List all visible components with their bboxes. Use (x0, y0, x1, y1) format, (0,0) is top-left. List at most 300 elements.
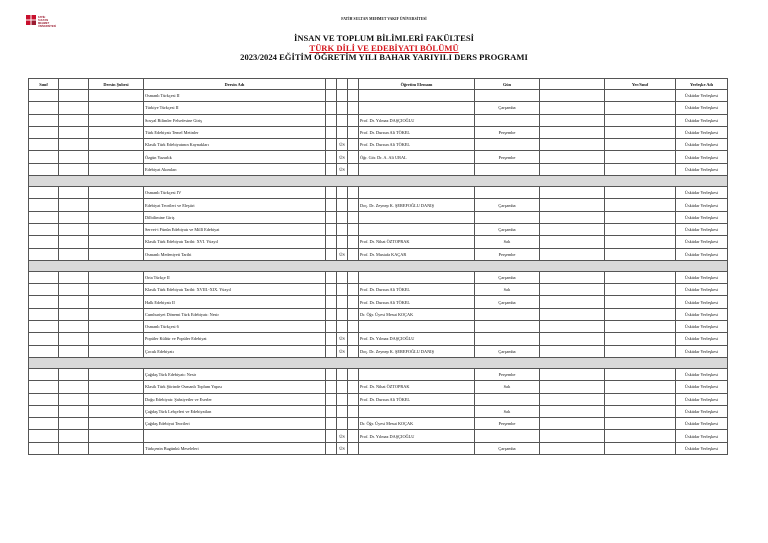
campus-cell: Üsküdar Yerleşkesi (676, 284, 728, 296)
campus-cell: Üsküdar Yerleşkesi (676, 296, 728, 308)
class-cell (29, 102, 59, 114)
section-cell (89, 163, 144, 175)
blank-cell (326, 271, 337, 283)
class-cell (29, 381, 59, 393)
day-cell (475, 90, 540, 102)
blank-cell (540, 102, 605, 114)
instructor-cell: Öğr. Gör. Dr. A. Ali URAL (359, 151, 475, 163)
blank-cell (348, 333, 359, 345)
blank-cell (326, 418, 337, 430)
room-cell (605, 223, 676, 235)
table-row (29, 163, 728, 175)
blank-cell (326, 430, 337, 442)
logo-text-line: SULTAN (38, 19, 49, 23)
instructor-cell (359, 90, 475, 102)
instructor-cell: Prof. Dr. Nihat ÖZTOPRAK (359, 381, 475, 393)
col-header-blank (337, 79, 348, 90)
col-header-campus: Yerleşke Adı (676, 79, 728, 90)
day-cell (475, 139, 540, 151)
section-cell (89, 333, 144, 345)
blank-cell (326, 139, 337, 151)
campus-cell: Üsküdar Yerleşkesi (676, 163, 728, 175)
campus-cell: Üsküdar Yerleşkesi (676, 151, 728, 163)
blank-cell (348, 393, 359, 405)
course-type-cell (337, 90, 348, 102)
course-cell: Osmanlı Türkçesi 6 (144, 321, 326, 333)
blank-cell (540, 271, 605, 283)
table-row (29, 442, 728, 454)
table-row (29, 345, 728, 357)
table-row (29, 418, 728, 430)
course-type-cell (337, 271, 348, 283)
class-cell (29, 248, 59, 260)
course-cell (144, 430, 326, 442)
class-cell (29, 405, 59, 417)
instructor-cell: Prof. Dr. Nihat ÖZTOPRAK (359, 236, 475, 248)
blank-cell (540, 308, 605, 320)
blank-cell (540, 248, 605, 260)
col-header-blank (59, 79, 89, 90)
campus-cell: Üsküdar Yerleşkesi (676, 211, 728, 223)
blank-cell (348, 321, 359, 333)
room-cell (605, 187, 676, 199)
instructor-cell (359, 442, 475, 454)
course-type-cell (337, 126, 348, 138)
section-cell (89, 405, 144, 417)
class-cell (29, 139, 59, 151)
blank-cell (348, 248, 359, 260)
col-header-blank (348, 79, 359, 90)
course-cell: Türkiye Türkçesi II (144, 102, 326, 114)
day-cell (475, 430, 540, 442)
table-separator-row (29, 176, 728, 187)
blank-cell (59, 405, 89, 417)
blank-cell (326, 296, 337, 308)
day-cell (475, 211, 540, 223)
room-cell (605, 90, 676, 102)
class-cell (29, 296, 59, 308)
blank-cell (59, 321, 89, 333)
course-cell: Türk Edebiyatı Temel Metinler (144, 126, 326, 138)
day-cell: Salı (475, 405, 540, 417)
section-cell (89, 442, 144, 454)
blank-cell (540, 139, 605, 151)
section-cell (89, 296, 144, 308)
instructor-cell: Prof. Dr. Dursun Ali TÖKEL (359, 393, 475, 405)
schedule-table (28, 78, 728, 455)
blank-cell (59, 345, 89, 357)
course-cell: Türkçenin Bugünkü Meseleleri (144, 442, 326, 454)
day-cell: Salı (475, 236, 540, 248)
instructor-cell: Doç. Dr. Zeynep K. ŞEREFOĞLU DANIŞ (359, 345, 475, 357)
table-row (29, 151, 728, 163)
course-type-cell (337, 308, 348, 320)
section-cell (89, 381, 144, 393)
blank-cell (540, 126, 605, 138)
campus-cell: Üsküdar Yerleşkesi (676, 368, 728, 380)
course-type-cell (337, 187, 348, 199)
section-cell (89, 223, 144, 235)
course-cell: Çağdaş Türk Lehçeleri ve Edebiyatları (144, 405, 326, 417)
day-cell: Salı (475, 284, 540, 296)
class-cell (29, 223, 59, 235)
table-header-row (29, 79, 728, 90)
campus-cell: Üsküdar Yerleşkesi (676, 126, 728, 138)
blank-cell (540, 393, 605, 405)
blank-cell (59, 284, 89, 296)
room-cell (605, 199, 676, 211)
blank-cell (59, 393, 89, 405)
program-title: 2023/2024 EĞİTİM ÖĞRETİM YILI BAHAR YARIYILI DERS PROGRAMI (240, 52, 528, 62)
blank-cell (59, 368, 89, 380)
day-cell: Çarşamba (475, 271, 540, 283)
course-cell: Osmanlı Türkçesi IV (144, 187, 326, 199)
blank-cell (59, 151, 89, 163)
course-type-cell (337, 321, 348, 333)
instructor-cell: Dr. Öğr. Üyesi Mesut KOÇAK (359, 418, 475, 430)
blank-cell (59, 114, 89, 126)
blank-cell (348, 126, 359, 138)
course-type-cell (337, 211, 348, 223)
campus-cell: Üsküdar Yerleşkesi (676, 405, 728, 417)
day-cell: Çarşamba (475, 199, 540, 211)
instructor-cell: Prof. Dr. Mustafa KAÇAR (359, 248, 475, 260)
course-type-cell (337, 284, 348, 296)
blank-cell (326, 187, 337, 199)
blank-cell (348, 296, 359, 308)
section-cell (89, 187, 144, 199)
class-cell (29, 418, 59, 430)
class-cell (29, 442, 59, 454)
blank-cell (326, 442, 337, 454)
instructor-cell: Prof. Dr. Dursun Ali TÖKEL (359, 126, 475, 138)
instructor-cell: Prof. Dr. Dursun Ali TÖKEL (359, 284, 475, 296)
blank-cell (348, 163, 359, 175)
course-type-cell (337, 236, 348, 248)
blank-cell (326, 405, 337, 417)
blank-cell (59, 236, 89, 248)
course-type-cell (337, 102, 348, 114)
table-row (29, 271, 728, 283)
class-cell (29, 271, 59, 283)
blank-cell (348, 90, 359, 102)
room-cell (605, 308, 676, 320)
day-cell (475, 321, 540, 333)
course-type-cell (337, 405, 348, 417)
blank-cell (59, 223, 89, 235)
university-name: FATİH SULTAN MEHMET VAKIF ÜNİVERSİTESİ (341, 17, 427, 21)
course-cell: Popüler Kültür ve Popüler Edebiyat (144, 333, 326, 345)
logo-text-line: MEHMET (38, 22, 50, 26)
campus-cell: Üsküdar Yerleşkesi (676, 442, 728, 454)
room-cell (605, 151, 676, 163)
table-row (29, 381, 728, 393)
course-type-cell (337, 223, 348, 235)
blank-cell (326, 381, 337, 393)
section-cell (89, 345, 144, 357)
course-cell: Çağdaş Edebiyat Teorileri (144, 418, 326, 430)
blank-cell (540, 284, 605, 296)
table-row (29, 321, 728, 333)
room-cell (605, 368, 676, 380)
room-cell (605, 271, 676, 283)
campus-cell: Üsküdar Yerleşkesi (676, 418, 728, 430)
room-cell (605, 248, 676, 260)
blank-cell (348, 308, 359, 320)
department-title: TÜRK DİLİ VE EDEBİYATI BÖLÜMÜ (309, 42, 459, 53)
class-cell (29, 345, 59, 357)
section-cell (89, 418, 144, 430)
table-row (29, 308, 728, 320)
table-row (29, 223, 728, 235)
table-row (29, 126, 728, 138)
day-cell: Çarşamba (475, 102, 540, 114)
campus-cell: Üsküdar Yerleşkesi (676, 248, 728, 260)
table-row (29, 114, 728, 126)
blank-cell (59, 90, 89, 102)
room-cell (605, 163, 676, 175)
blank-cell (348, 199, 359, 211)
class-cell (29, 126, 59, 138)
day-cell (475, 114, 540, 126)
room-cell (605, 296, 676, 308)
blank-cell (326, 284, 337, 296)
logo-text-line: FATİH (38, 16, 46, 19)
section-cell (89, 430, 144, 442)
course-cell: Halk Edebiyatı II (144, 296, 326, 308)
blank-cell (326, 163, 337, 175)
instructor-cell: Prof. Dr. Yılmaz DAŞÇIOĞLU (359, 114, 475, 126)
table-row (29, 430, 728, 442)
blank-cell (348, 211, 359, 223)
blank-cell (326, 236, 337, 248)
course-type-cell (337, 199, 348, 211)
course-type-cell: ÜS (337, 430, 348, 442)
blank-cell (540, 405, 605, 417)
campus-cell: Üsküdar Yerleşkesi (676, 321, 728, 333)
campus-cell: Üsküdar Yerleşkesi (676, 236, 728, 248)
blank-cell (326, 333, 337, 345)
section-cell (89, 368, 144, 380)
course-type-cell: ÜS (337, 333, 348, 345)
instructor-cell: Prof. Dr. Yılmaz DAŞÇIOĞLU (359, 333, 475, 345)
blank-cell (326, 199, 337, 211)
blank-cell (540, 151, 605, 163)
section-cell (89, 393, 144, 405)
blank-cell (540, 211, 605, 223)
room-cell (605, 139, 676, 151)
blank-cell (540, 368, 605, 380)
blank-cell (348, 271, 359, 283)
course-cell: Çağdaş Türk Edebiyatı: Nesir (144, 368, 326, 380)
blank-cell (326, 211, 337, 223)
room-cell (605, 321, 676, 333)
day-cell: Perşembe (475, 151, 540, 163)
campus-cell: Üsküdar Yerleşkesi (676, 381, 728, 393)
blank-cell (348, 284, 359, 296)
blank-cell (348, 430, 359, 442)
course-type-cell (337, 381, 348, 393)
blank-cell (326, 151, 337, 163)
course-type-cell: ÜS (337, 345, 348, 357)
course-type-cell (337, 114, 348, 126)
blank-cell (59, 139, 89, 151)
blank-cell (326, 345, 337, 357)
campus-cell: Üsküdar Yerleşkesi (676, 199, 728, 211)
day-cell: Perşembe (475, 368, 540, 380)
campus-cell: Üsküdar Yerleşkesi (676, 102, 728, 114)
logo-text-line: ÜNİVERSİTESİ (38, 25, 57, 29)
table-row (29, 199, 728, 211)
course-cell: Klasik Türk Edebiyatı Tarihi: XVIII.-XIX. Yüzyıl (144, 284, 326, 296)
blank-cell (59, 163, 89, 175)
day-cell (475, 333, 540, 345)
section-cell (89, 211, 144, 223)
course-type-cell: ÜS (337, 442, 348, 454)
table-row (29, 236, 728, 248)
table-row (29, 368, 728, 380)
course-cell: Klasik Türk Şiirinde Osmanlı Toplum Yapısı (144, 381, 326, 393)
col-header-class: Sınıf (29, 79, 59, 90)
day-cell (475, 308, 540, 320)
blank-cell (59, 126, 89, 138)
table-row (29, 102, 728, 114)
section-cell (89, 271, 144, 283)
instructor-cell (359, 163, 475, 175)
blank-cell (540, 163, 605, 175)
instructor-cell (359, 321, 475, 333)
separator-cell (29, 176, 728, 187)
table-separator-row (29, 357, 728, 368)
day-cell: Perşembe (475, 126, 540, 138)
blank-cell (326, 90, 337, 102)
blank-cell (326, 248, 337, 260)
separator-cell (29, 260, 728, 271)
table-row (29, 248, 728, 260)
blank-cell (59, 381, 89, 393)
campus-cell: Üsküdar Yerleşkesi (676, 430, 728, 442)
course-cell: Osmanlı Medeniyeti Tarihi (144, 248, 326, 260)
blank-cell (59, 248, 89, 260)
blank-cell (326, 126, 337, 138)
campus-cell: Üsküdar Yerleşkesi (676, 223, 728, 235)
course-type-cell: ÜS (337, 139, 348, 151)
course-cell: Osmanlı Türkçesi II (144, 90, 326, 102)
instructor-cell: Prof. Dr. Yılmaz DAŞÇIOĞLU (359, 430, 475, 442)
blank-cell (59, 102, 89, 114)
blank-cell (348, 345, 359, 357)
faculty-title: İNSAN VE TOPLUM BİLİMLERİ FAKÜLTESİ (293, 33, 475, 43)
room-cell (605, 430, 676, 442)
course-type-cell: ÜS (337, 163, 348, 175)
blank-cell (59, 442, 89, 454)
class-cell (29, 321, 59, 333)
blank-cell (59, 187, 89, 199)
course-cell: Edebiyat Teorileri ve Eleştiri (144, 199, 326, 211)
blank-cell (326, 321, 337, 333)
room-cell (605, 284, 676, 296)
blank-cell (59, 199, 89, 211)
day-cell (475, 163, 540, 175)
instructor-cell: Prof. Dr. Dursun Ali TÖKEL (359, 139, 475, 151)
instructor-cell (359, 271, 475, 283)
blank-cell (326, 308, 337, 320)
blank-cell (348, 442, 359, 454)
room-cell (605, 381, 676, 393)
course-cell: Sosyal Bilimler Felsefesine Giriş (144, 114, 326, 126)
room-cell (605, 393, 676, 405)
table-row (29, 211, 728, 223)
blank-cell (348, 151, 359, 163)
campus-cell: Üsküdar Yerleşkesi (676, 333, 728, 345)
course-cell: Cumhuriyet Dönemi Türk Edebiyatı: Nesir (144, 308, 326, 320)
blank-cell (326, 223, 337, 235)
campus-cell: Üsküdar Yerleşkesi (676, 139, 728, 151)
table-body (29, 90, 728, 455)
course-type-cell (337, 393, 348, 405)
col-header-room: Yer/Sınıf (605, 79, 676, 90)
document-header (0, 34, 768, 63)
table-row (29, 187, 728, 199)
room-cell (605, 126, 676, 138)
blank-cell (540, 236, 605, 248)
blank-cell (59, 430, 89, 442)
section-cell (89, 151, 144, 163)
instructor-cell (359, 102, 475, 114)
instructor-cell (359, 211, 475, 223)
section-cell (89, 102, 144, 114)
section-cell (89, 139, 144, 151)
class-cell (29, 211, 59, 223)
class-cell (29, 284, 59, 296)
room-cell (605, 236, 676, 248)
blank-cell (348, 236, 359, 248)
class-cell (29, 151, 59, 163)
col-header-course: Dersin Adı (144, 79, 326, 90)
course-cell: Doğu Edebiyatı: Şahsiyetler ve Eserler (144, 393, 326, 405)
class-cell (29, 199, 59, 211)
blank-cell (540, 199, 605, 211)
blank-cell (348, 187, 359, 199)
blank-cell (348, 381, 359, 393)
instructor-cell (359, 223, 475, 235)
class-cell (29, 368, 59, 380)
course-type-cell (337, 418, 348, 430)
blank-cell (348, 405, 359, 417)
table-separator-row (29, 260, 728, 271)
instructor-cell: Dr. Öğr. Üyesi Mesut KOÇAK (359, 308, 475, 320)
room-cell (605, 418, 676, 430)
blank-cell (59, 271, 89, 283)
room-cell (605, 405, 676, 417)
room-cell (605, 333, 676, 345)
blank-cell (540, 430, 605, 442)
blank-cell (59, 333, 89, 345)
course-cell: Servet-i Fünûn Edebiyatı ve Millî Edebiyat (144, 223, 326, 235)
course-cell: Çocuk Edebiyatı (144, 345, 326, 357)
section-cell (89, 308, 144, 320)
blank-cell (326, 102, 337, 114)
class-cell (29, 90, 59, 102)
course-type-cell (337, 296, 348, 308)
day-cell (475, 393, 540, 405)
section-cell (89, 90, 144, 102)
blank-cell (348, 102, 359, 114)
blank-cell (540, 114, 605, 126)
class-cell (29, 187, 59, 199)
section-cell (89, 284, 144, 296)
blank-cell (59, 296, 89, 308)
